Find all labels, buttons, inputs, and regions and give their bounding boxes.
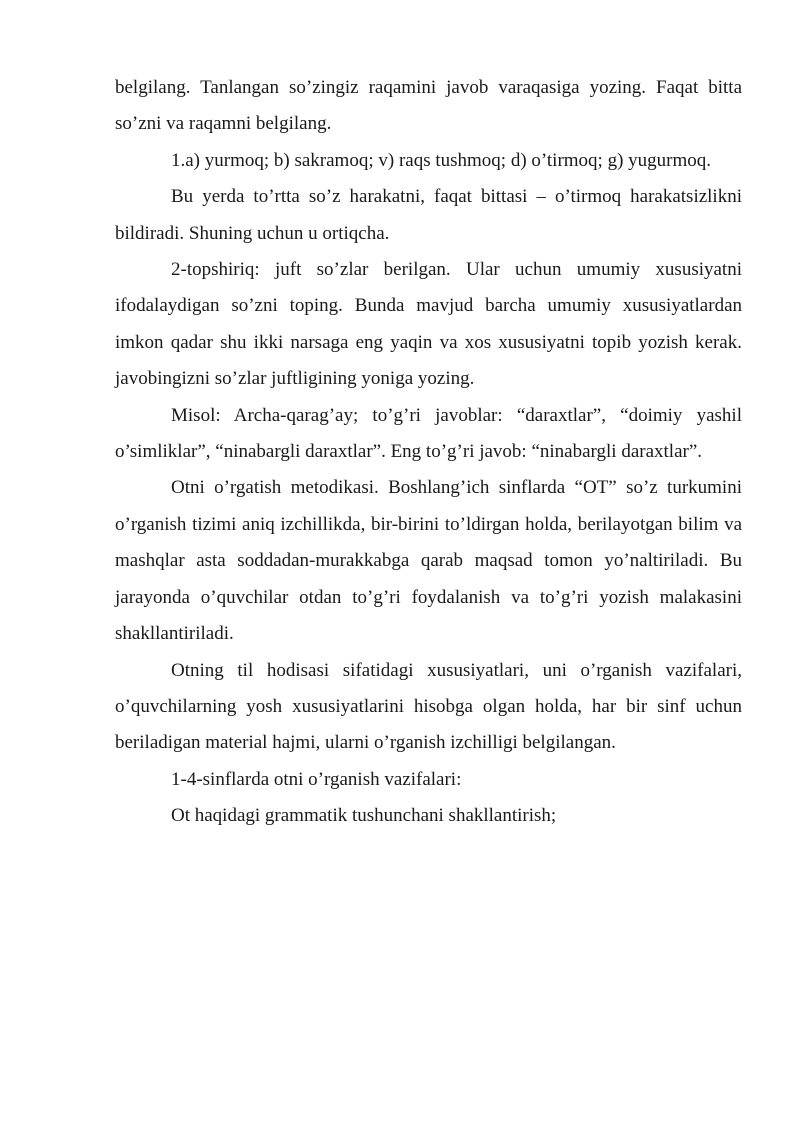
- document-page: [115, 70, 742, 835]
- paragraph-methodology: Otni o’rgatish metodikasi. Boshlang’ich sinflarda “OT” so’z turkumini o’rganish tizimi aniq izchillikda, bir-birini to’ldirgan holda, berilayotgan bilim va mashqlar asta soddadan-murakkabga qarab maqsad tomon yo’naltiriladi. Bu jarayonda o’quvchilar otdan to’g’ri foydalanish va to’g’ri yozish malakasini shakllantiriladi.: [115, 477, 742, 645]
- paragraph-task-item: Ot haqidagi grammatik tushunchani shakllantirish;: [171, 805, 557, 827]
- paragraph-example: Misol: Archa-qarag’ay; to’g’ri javoblar: “daraxtlar”, “doimiy yashil o’simliklar”, “ninabargli daraxtlar”. Eng to’g’ri javob: “ninabargli daraxtlar”.: [115, 404, 742, 463]
- paragraph-continuation: belgilang. Tanlangan so’zingiz raqamini javob varaqasiga yozing. Faqat bitta so’zni va raqamni belgilang.: [115, 77, 742, 135]
- paragraph-task-2: 2-topshiriq: juft so’zlar berilgan. Ular uchun umumiy xususiyatni ifodalaydigan so’zni toping. Bunda mavjud barcha umumiy xususiyatlardan imkon qadar shu ikki narsaga eng yaqin va xos xususiyatni topib yozish kerak. javobingizni so’zlar juftligining yoniga yozing.: [115, 259, 742, 390]
- paragraph-explanation: Bu yerda to’rtta so’z harakatni, faqat bittasi – o’tirmoq harakatsizlikni bildiradi. Shuning uchun u ortiqcha.: [115, 186, 742, 244]
- paragraph-example-list: 1.a) yurmoq; b) sakramoq; v) raqs tushmoq; d) o’tirmoq; g) yugurmoq.: [171, 149, 712, 171]
- paragraph-tasks-heading: 1-4-sinflarda otni o’rganish vazifalari:: [171, 768, 462, 790]
- paragraph-properties: Otning til hodisasi sifatidagi xususiyatlari, uni o’rganish vazifalari, o’quvchilarning yosh xususiyatlarini hisobga olgan holda, har bir sinf uchun beriladigan material hajmi, ularni o’rganish izchilligi belgilangan.: [115, 659, 742, 754]
